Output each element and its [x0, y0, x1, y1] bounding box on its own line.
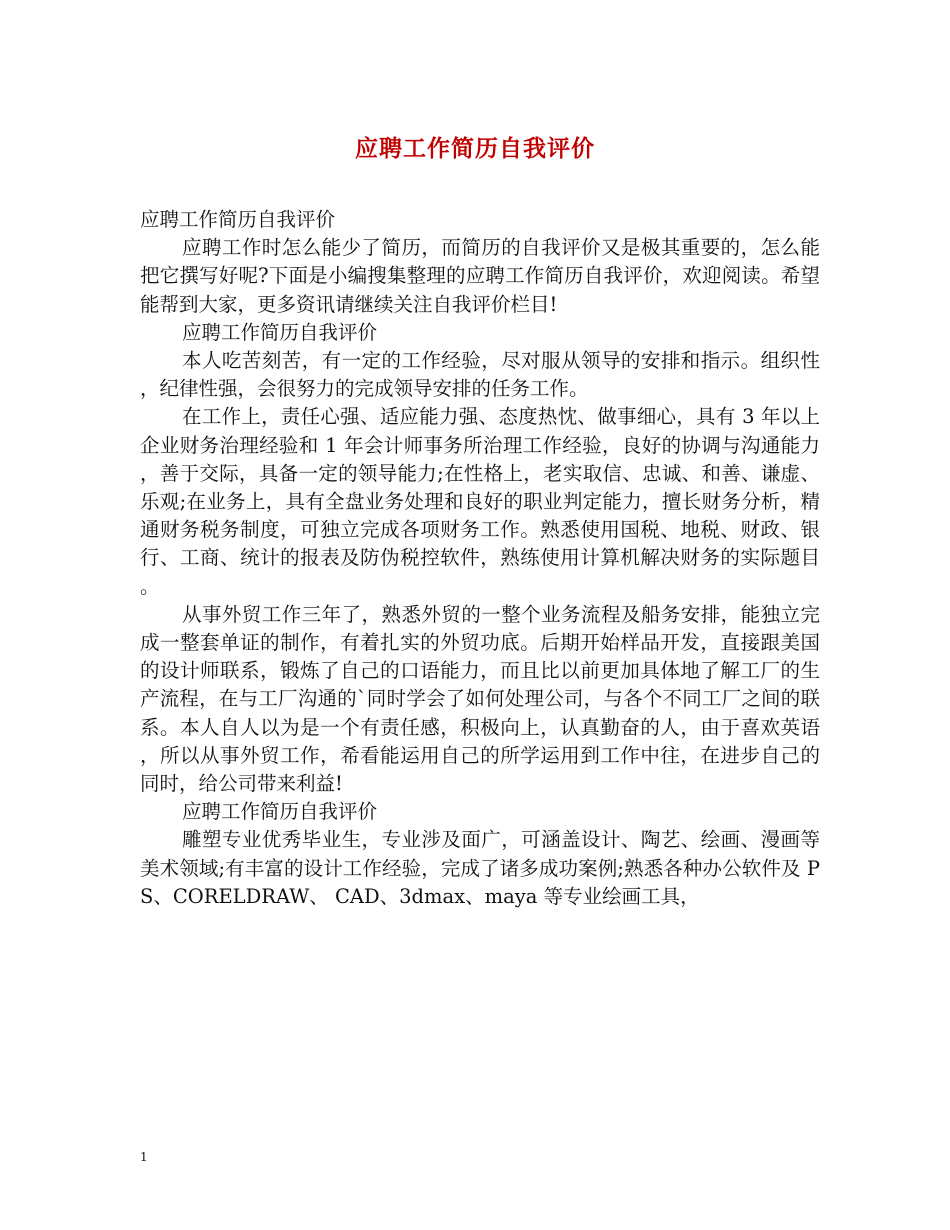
document-body — [140, 206, 820, 911]
section-heading: 应聘工作简历自我评价 — [182, 800, 378, 824]
section-heading: 应聘工作简历自我评价 — [182, 320, 378, 344]
body-paragraph: 在工作上，责任心强、适应能力强、态度热忱、做事细心，具有 3 年以上企业财务治理经验和 1 年会计师事务所治理工作经验，良好的协调与沟通能力，善于交际，具备一定的领导能力;在性格上，老实取信、忠诚、和善、谦虚、乐观;在业务上，具有全盘业务处理和良好的职业判定能力，擅长财务分析，精通财务税务制度，可独立完成各项财务工作。熟悉使用国税、地税、财政、银行、工商、统计的报表及防伪税控软件，熟练使用计算机解决财务的实际题目。 — [140, 405, 820, 598]
intro-paragraph: 应聘工作时怎么能少了简历，而简历的自我评价又是极其重要的，怎么能把它撰写好呢?下面是小编搜集整理的应聘工作简历自我评价，欢迎阅读。希望能帮到大家，更多资讯请继续关注自我评价栏目! — [140, 236, 820, 316]
document-title: 应聘工作简历自我评价 — [355, 135, 595, 162]
body-paragraph: 雕塑专业优秀毕业生，专业涉及面广，可涵盖设计、陶艺、绘画、漫画等美术领域;有丰富的设计工作经验，完成了诸多成功案例;熟悉各种办公软件及 PS、CORELDRAW、 CAD、3dmax、maya 等专业绘画工具， — [140, 828, 820, 908]
page-number: 1 — [140, 1150, 148, 1164]
section-heading: 应聘工作简历自我评价 — [140, 208, 336, 231]
body-paragraph: 本人吃苦刻苦，有一定的工作经验，尽对服从领导的安排和指示。组织性，纪律性强，会很努力的完成领导安排的任务工作。 — [140, 349, 820, 401]
body-paragraph: 从事外贸工作三年了，熟悉外贸的一整个业务流程及船务安排，能独立完成一整套单证的制作，有着扎实的外贸功底。后期开始样品开发，直接跟美国的设计师联系，锻炼了自己的口语能力，而且比以前更加具体地了解工厂的生产流程，在与工厂沟通的`同时学会了如何处理公司，与各个不同工厂之间的联系。本人自人以为是一个有责任感，积极向上，认真勤奋的人，由于喜欢英语，所以从事外贸工作，希看能运用自己的所学运用到工作中往，在进步自己的同时，给公司带来利益! — [140, 602, 820, 796]
